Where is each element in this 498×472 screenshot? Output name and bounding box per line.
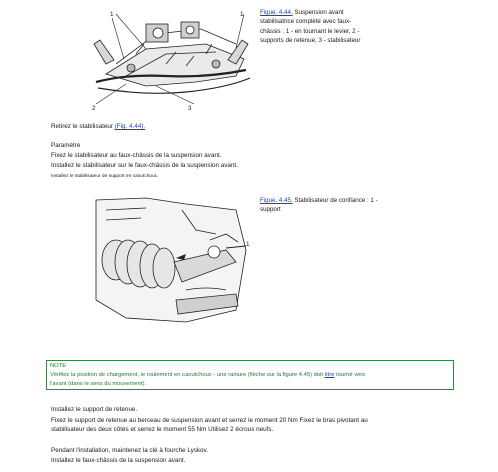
- note-link[interactable]: être: [324, 372, 335, 378]
- steps-line-2: Fixez le support de retenue au berceau de suspension avant et serrez le moment 20 Nm Fixez le bras pivotant au: [51, 417, 368, 424]
- params-heading: Paramètre: [51, 142, 81, 149]
- figure-4-44-ref-link[interactable]: (Fig. 4.44).: [114, 123, 146, 130]
- figure-4-45-link[interactable]: Figue. 4.45.: [260, 197, 293, 204]
- caption-line: support: [260, 206, 281, 214]
- params-line-1: Fixez le stabilisateur au faux-châssis de la suspension avant.: [51, 152, 222, 159]
- figure-4-44-caption: [260, 8, 380, 46]
- caption-line: supports de retenue, 3 - stabilisateur: [260, 37, 361, 45]
- figure-4-44-label-2: 2: [92, 105, 96, 112]
- caption-line: Suspension avant: [294, 9, 344, 16]
- note-line-1: [50, 371, 365, 380]
- steps-line-4: Pendant l'installation, maintenez la clé à fourche Lyskov.: [51, 447, 208, 454]
- note-title: NOTE: [50, 363, 67, 369]
- figure-4-45-illustration: [86, 190, 256, 330]
- steps-line-1: Installez le support de retenue.: [51, 406, 138, 413]
- params-small-line: Installez le stabilisateur de support en caoutchouc.: [51, 174, 159, 179]
- figure-4-44-illustration: [86, 4, 256, 114]
- params-line-2: Installez le stabilisateur sur le faux-châssis de la suspension avant.: [51, 162, 238, 169]
- caption-line: Stabilisateur de confiance : 1 -: [294, 197, 378, 204]
- figure-4-44-label-1a: 1: [110, 11, 114, 18]
- remove-text: Retirez le stabilisateur: [51, 123, 113, 130]
- figure-4-44-label-3: 3: [188, 105, 192, 112]
- steps-line-5: Installez le faux-châssis de la suspension avant.: [51, 457, 186, 464]
- note-text: Vérifiez la position de chargement, le roulement en caoutchouc - une rainure (flèche sur la figure 4.45) doit: [50, 372, 325, 378]
- note-line-2: l'avant (dans le sens du mouvement).: [50, 381, 147, 387]
- caption-line: stabilisatrice complète avec faux-: [260, 18, 352, 26]
- note-text: tourné vers: [334, 372, 366, 378]
- figure-4-44-label-1b: 1: [240, 11, 244, 18]
- caption-line: châssis : 1 - en tournant le levier, 2 -: [260, 27, 360, 35]
- remove-stabilizer-line: [51, 122, 175, 131]
- figure-4-45-label-1: 1: [246, 241, 250, 248]
- figure-4-45-caption: [260, 196, 395, 215]
- steps-line-3: stabilisateur des deux côtés et serrez le moment 55 Nm Utilisez 2 écrous neufs.: [51, 426, 274, 433]
- figure-4-44-link[interactable]: Figue. 4.44.: [260, 9, 293, 16]
- note-box: [46, 360, 454, 390]
